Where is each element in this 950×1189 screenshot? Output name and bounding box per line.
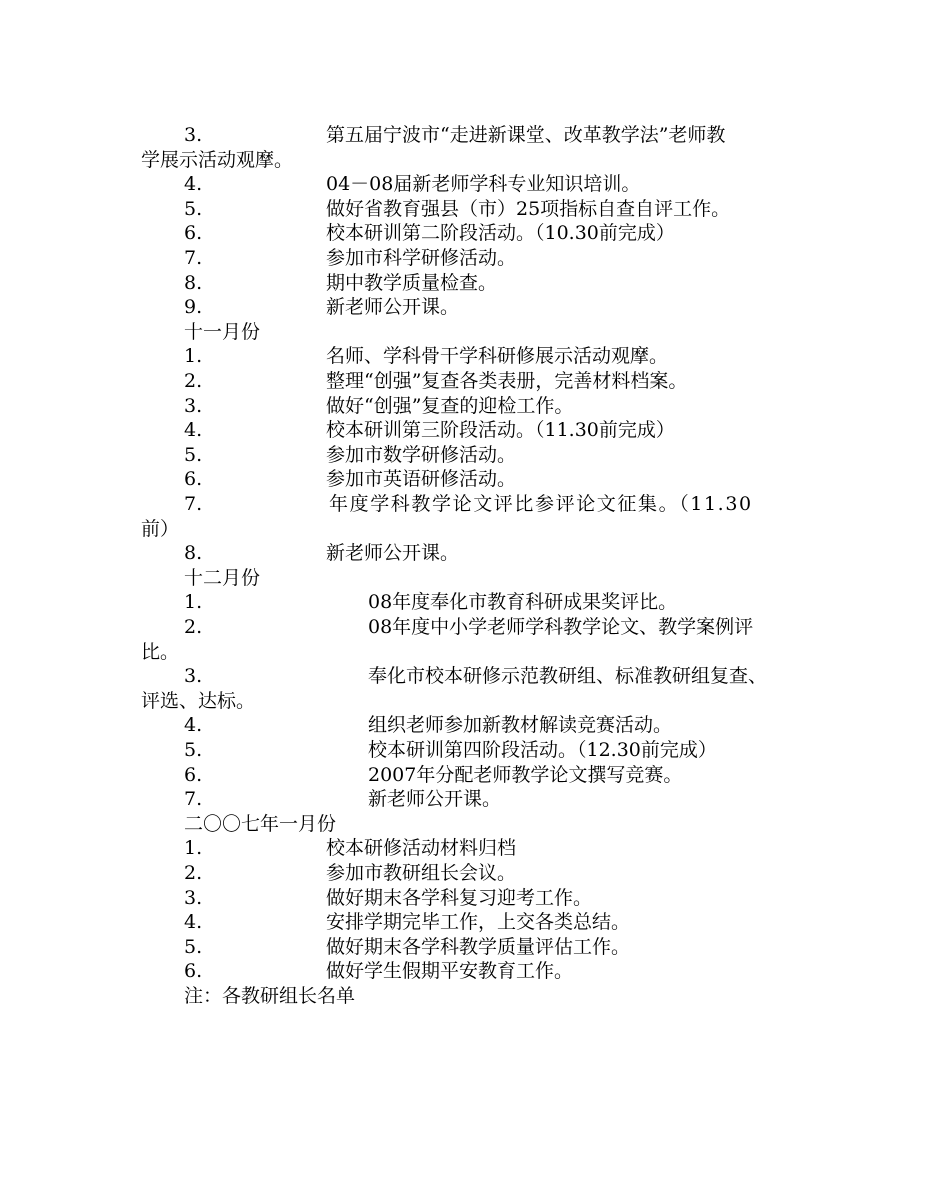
item-text: 校本研修活动材料归档 — [326, 837, 517, 860]
item-number: 3. — [184, 886, 203, 909]
item-number: 2. — [184, 616, 203, 638]
item-number: 4. — [184, 419, 203, 442]
item-number: 5. — [184, 197, 203, 220]
item-text: 参加市数学研修活动。 — [326, 443, 517, 466]
item-text: 新老师公开课。 — [326, 296, 460, 319]
item-text: 08年度奉化市教育科研成果奖评比。 — [368, 591, 678, 614]
item-number: 8. — [184, 542, 203, 565]
item-text: 参加市英语研修活动。 — [326, 468, 517, 491]
item-text: 年度学科教学论文评比参评论文征集。（11.30 — [329, 493, 753, 515]
item-number: 4. — [184, 173, 203, 196]
item-number: 6. — [184, 960, 203, 983]
item-text: 做好学生假期平安教育工作。 — [326, 960, 574, 983]
item-text: 04－08届新老师学科专业知识培训。 — [326, 173, 641, 196]
continuation-text: 学展示活动观摩。 — [141, 148, 294, 171]
item-text: 做好期末各学科复习迎考工作。 — [326, 886, 593, 909]
item-number: 6. — [184, 468, 203, 491]
item-text: 期中教学质量检查。 — [326, 271, 498, 294]
continuation-text: 前） — [141, 517, 180, 540]
item-text: 08年度中小学老师学科教学论文、教学案例评 — [368, 616, 754, 638]
item-number: 4. — [184, 911, 203, 934]
item-number: 2. — [184, 370, 203, 392]
item-number: 7. — [184, 247, 203, 269]
item-number: 3. — [184, 124, 203, 146]
item-number: 4. — [184, 714, 203, 737]
item-number: 1. — [184, 591, 203, 614]
item-number: 1. — [184, 345, 203, 368]
item-text: 新老师公开课。 — [326, 542, 460, 565]
item-number: 9. — [184, 296, 203, 319]
item-number: 5. — [184, 739, 203, 761]
heading-text: 十一月份 — [184, 320, 261, 343]
item-text: 做好“创强”复查的迎检工作。 — [326, 394, 574, 417]
item-text: 新老师公开课。 — [368, 788, 502, 811]
item-text: 参加市教研组长会议。 — [326, 862, 517, 884]
item-text: 整理“创强”复查各类表册，完善材料档案。 — [326, 370, 688, 392]
item-number: 2. — [184, 862, 203, 884]
item-number: 7. — [184, 788, 203, 811]
item-text: 做好期末各学科教学质量评估工作。 — [326, 935, 631, 958]
item-text: 校本研训第二阶段活动。（10.30前完成） — [326, 222, 675, 245]
item-number: 6. — [184, 222, 203, 245]
item-number: 1. — [184, 837, 203, 860]
item-number: 6. — [184, 763, 203, 786]
item-text: 做好省教育强县（市）25项指标自查自评工作。 — [326, 197, 731, 220]
item-number: 3. — [184, 665, 203, 688]
item-text: 校本研训第四阶段活动。（12.30前完成） — [368, 739, 717, 761]
heading-text: 二〇〇七年一月份 — [184, 812, 337, 835]
item-number: 7. — [184, 493, 203, 515]
item-text: 奉化市校本研修示范教研组、标准教研组复查、 — [368, 665, 768, 688]
heading-text: 注：各教研组长名单 — [184, 985, 356, 1007]
continuation-text: 评选、达标。 — [141, 689, 256, 712]
item-text: 名师、学科骨干学科研修展示活动观摩。 — [326, 345, 669, 368]
item-text: 安排学期完毕工作，上交各类总结。 — [326, 911, 631, 934]
continuation-text: 比。 — [141, 640, 180, 663]
item-number: 8. — [184, 271, 203, 294]
item-number: 3. — [184, 394, 203, 417]
item-text: 2007年分配老师教学论文撰写竞赛。 — [368, 763, 683, 786]
heading-text: 十二月份 — [184, 566, 261, 589]
item-number: 5. — [184, 935, 203, 958]
item-number: 5. — [184, 443, 203, 466]
item-text: 第五届宁波市“走进新课堂、改革教学法”老师教 — [326, 124, 726, 146]
item-text: 校本研训第三阶段活动。（11.30前完成） — [326, 419, 675, 442]
item-text: 参加市科学研修活动。 — [326, 247, 517, 269]
item-text: 组织老师参加新教材解读竞赛活动。 — [368, 714, 673, 737]
